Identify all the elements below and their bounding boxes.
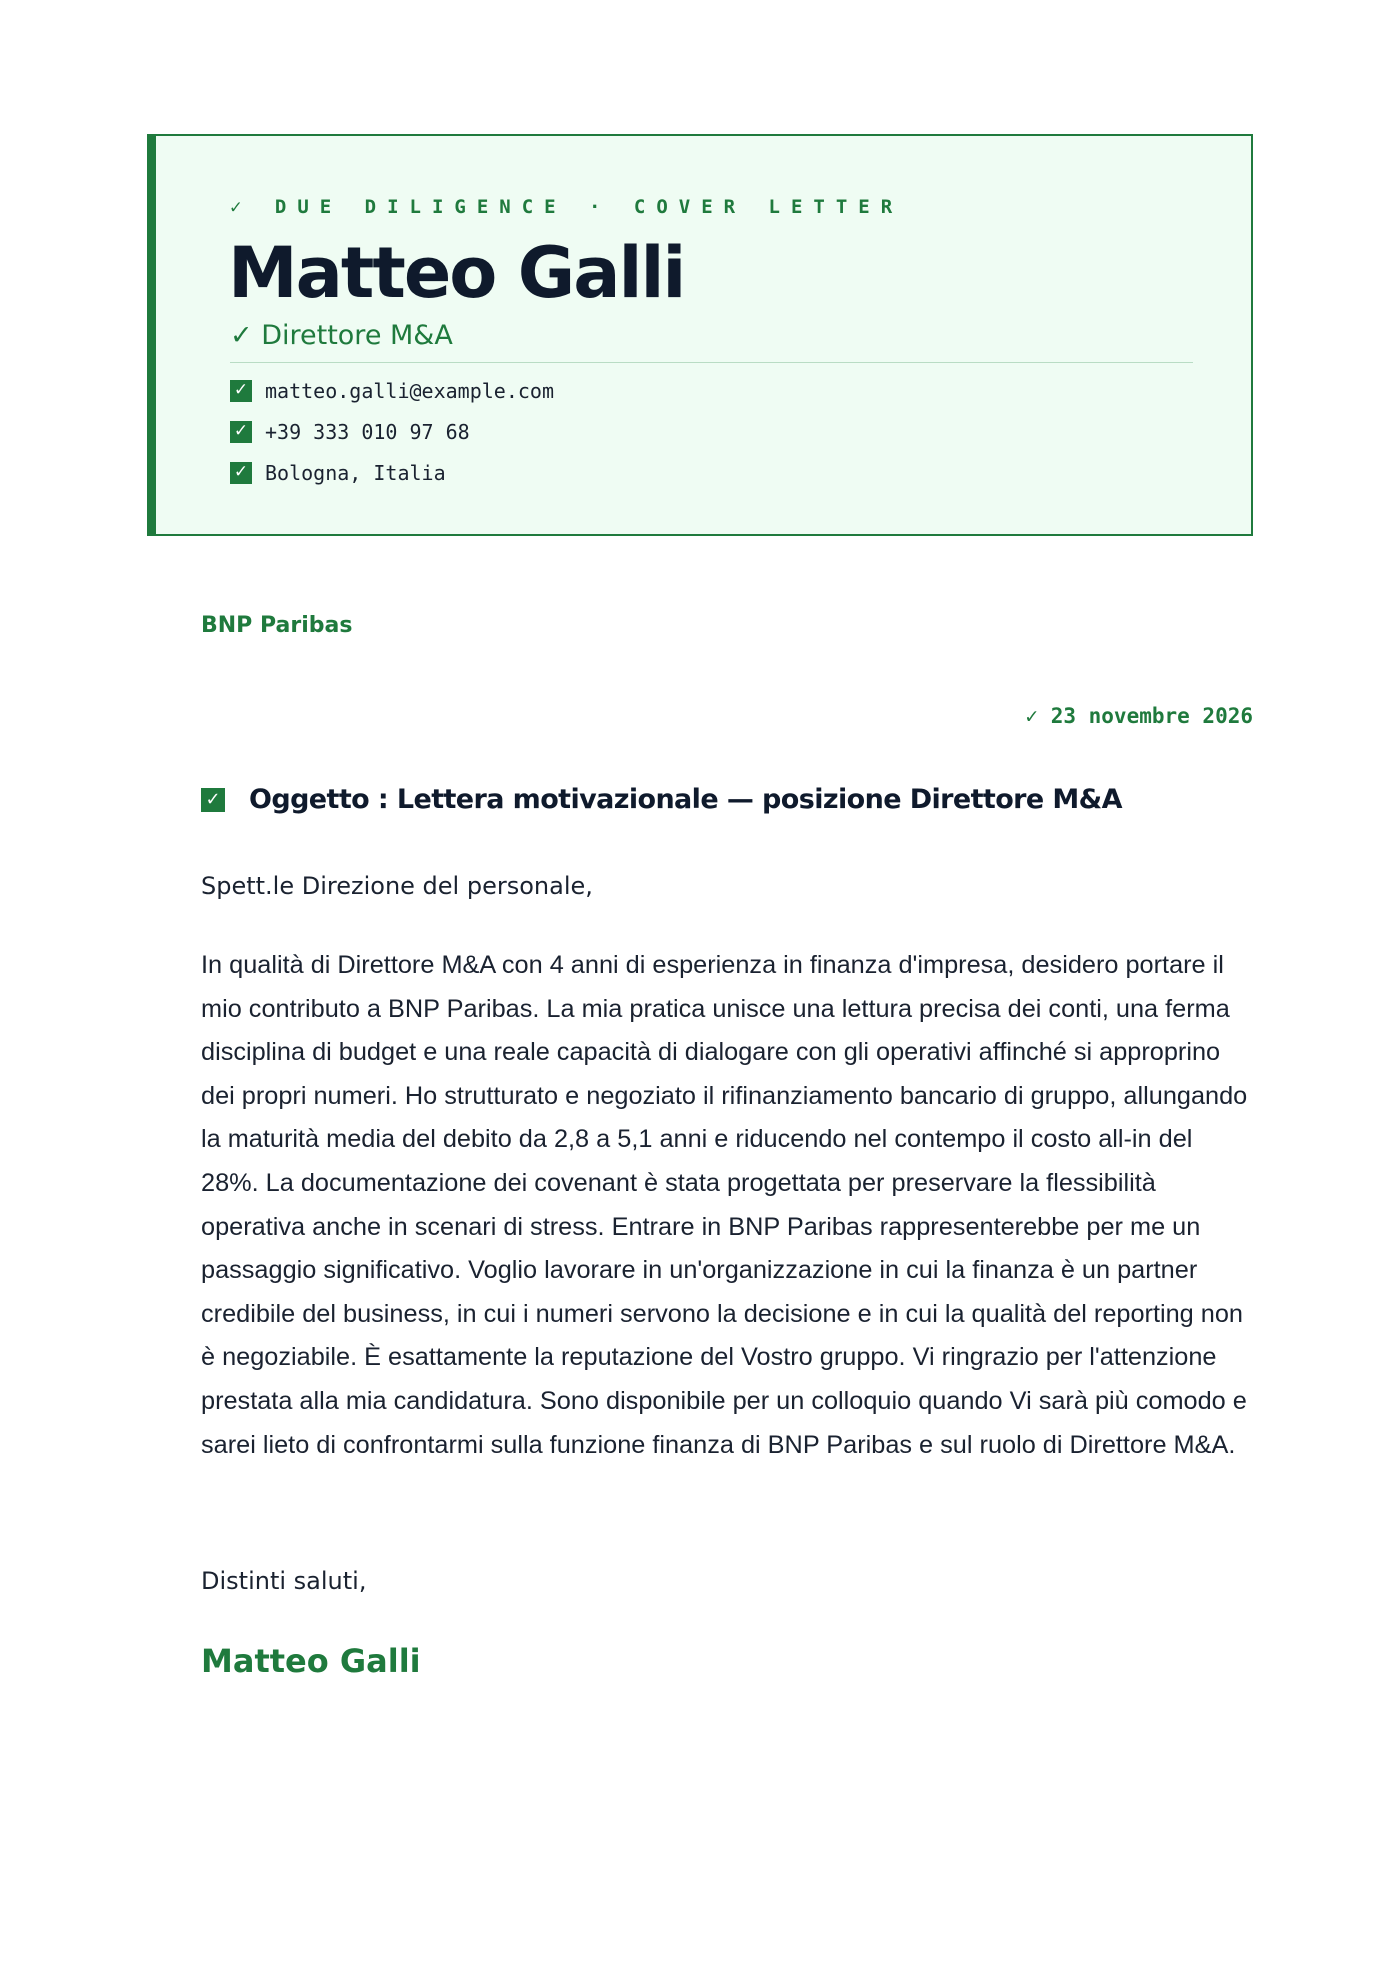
contact-list xyxy=(230,370,554,493)
contact-phone xyxy=(230,411,554,452)
candidate-role: ✓ Direttore M&A xyxy=(230,320,453,351)
letter-date: ✓ 23 novembre 2026 xyxy=(1025,704,1253,728)
signature: Matteo Galli xyxy=(201,1642,421,1680)
check-icon: ✓ xyxy=(230,380,252,402)
subject-text: Oggetto : Lettera motivazionale — posizione Direttore M&A xyxy=(249,784,1122,815)
check-icon: ✓ xyxy=(201,788,225,812)
closing: Distinti saluti, xyxy=(201,1567,367,1595)
candidate-name: Matteo Galli xyxy=(228,232,685,314)
letter-subject xyxy=(201,784,1122,815)
header-divider xyxy=(230,362,1193,363)
check-icon: ✓ xyxy=(230,421,252,443)
salutation: Spett.le Direzione del personale, xyxy=(201,872,593,900)
contact-email xyxy=(230,370,554,411)
check-icon: ✓ xyxy=(230,462,252,484)
document-eyebrow: ✓ DUE DILIGENCE · COVER LETTER xyxy=(230,196,904,218)
recipient-company: BNP Paribas xyxy=(201,613,353,638)
contact-phone-text: +39 333 010 97 68 xyxy=(265,419,470,444)
letter-body: In qualità di Direttore M&A con 4 anni di esperienza in finanza d'impresa, desidero portare il mio contributo a BNP Paribas. La mia pratica unisce una lettura precisa dei conti, una ferma disciplina di budget e una reale capacità di dialogare con gli operativi affinché si approprino dei propri numeri. Ho strutturato e negoziato il rifinanziamento bancario di gruppo, allungando la maturità media del debito da 2,8 a 5,1 anni e riducendo nel contempo il costo all-in del 28%. La documentazione dei covenant è stata progettata per preservare la flessibilità operativa anche in scenari di stress. Entrare in BNP Paribas rappresenterebbe per me un passaggio significativo. Voglio lavorare in un'organizzazione in cui la finanza è un partner credibile del business, in cui i numeri servono la decisione e in cui la qualità del reporting non è negoziabile. È esattamente la reputazione del Vostro gruppo. Vi ringrazio per l'attenzione prestata alla mia candidatura. Sono disponibile per un colloquio quando Vi sarà più comodo e sarei lieto di confrontarmi sulla funzione finanza di BNP Paribas e sul ruolo di Direttore M&A. xyxy=(201,951,1248,1459)
contact-location xyxy=(230,452,554,493)
header-card xyxy=(147,134,1253,536)
contact-email-text: matteo.galli@example.com xyxy=(265,378,554,403)
contact-location-text: Bologna, Italia xyxy=(265,460,446,485)
